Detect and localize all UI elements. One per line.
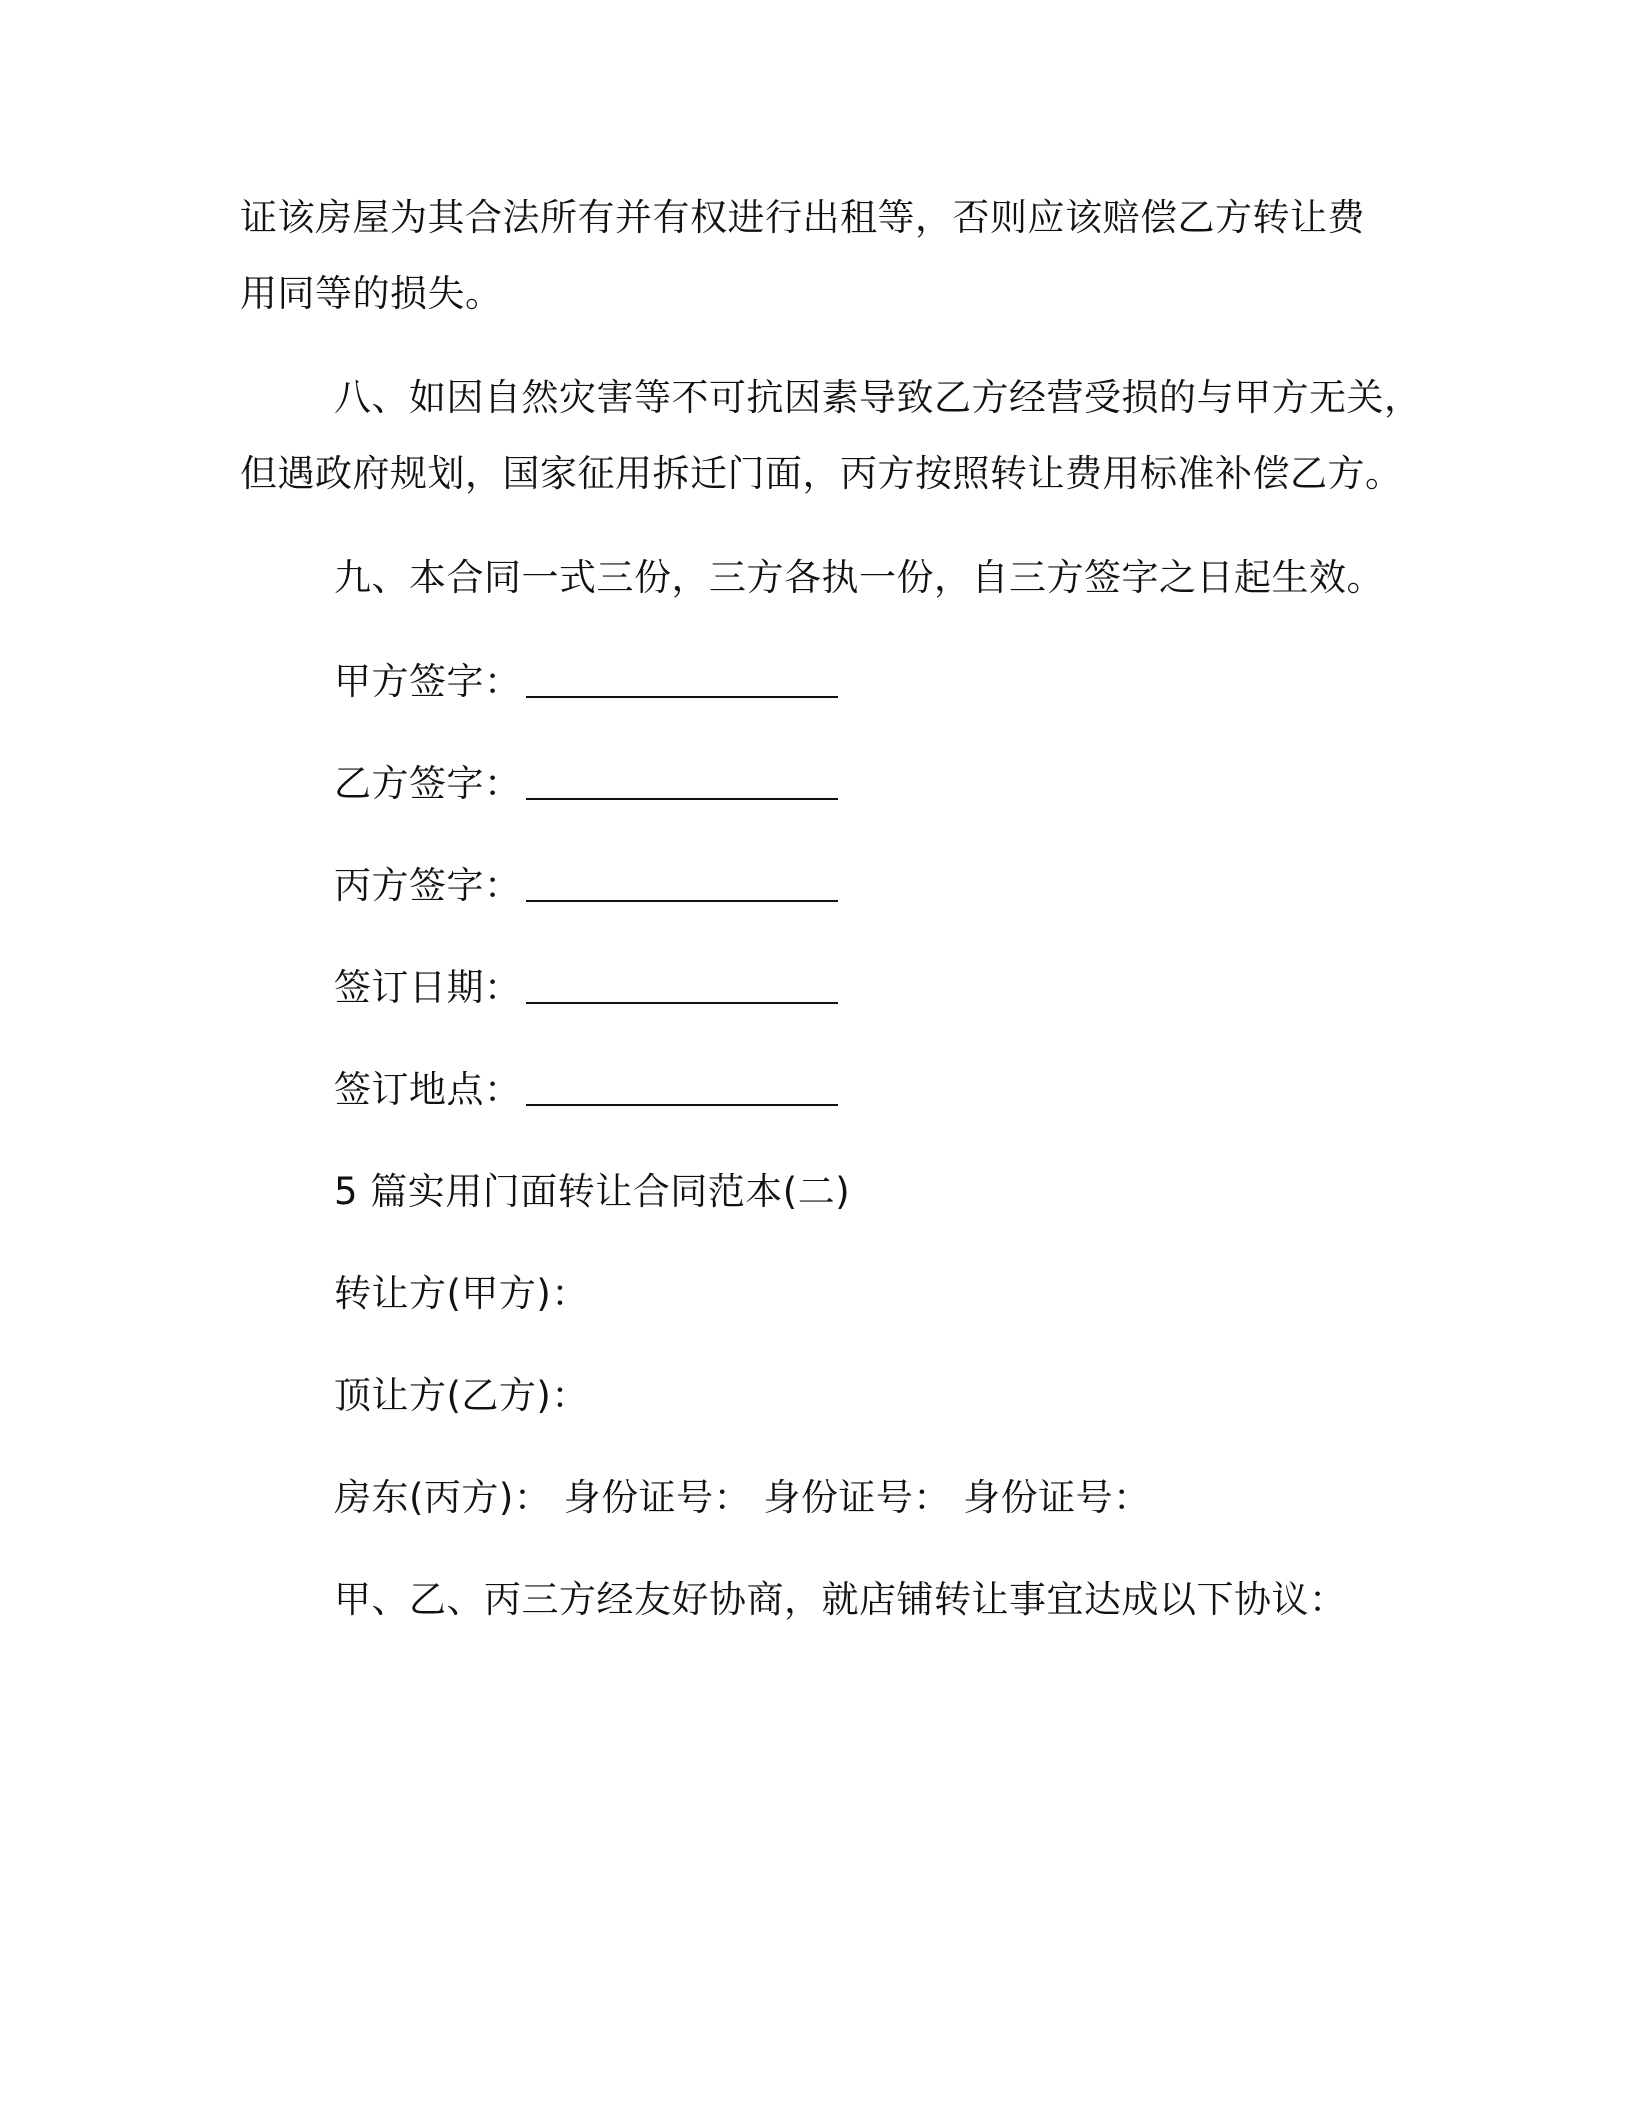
signature-row-date [334, 964, 838, 1012]
landlord-line: 房东(丙方)： 身份证号： 身份证号： 身份证号： [334, 1476, 1151, 1519]
signature-blank-line [526, 1002, 838, 1004]
clause-9: 九、本合同一式三份，三方各执一份，自三方签字之日起生效。 [334, 556, 1384, 599]
clause-8-line-1: 八、如因自然灾害等不可抗因素导致乙方经营受损的与甲方无关， [334, 376, 1422, 419]
clause-7-continuation-line-1: 证该房屋为其合法所有并有权进行出租等，否则应该赔偿乙方转让费 [240, 196, 1365, 239]
signature-label: 甲方签字： [334, 660, 522, 703]
transferor-line: 转让方(甲方)： [334, 1272, 589, 1315]
signature-blank-line [526, 1104, 838, 1106]
signature-row-place [334, 1066, 838, 1114]
signature-label: 丙方签字： [334, 864, 522, 907]
clause-7-continuation-line-2: 用同等的损失。 [240, 272, 503, 315]
second-contract-title: 5 篇实用门面转让合同范本(二) [334, 1170, 851, 1213]
signature-blank-line [526, 798, 838, 800]
signature-blank-line [526, 900, 838, 902]
signature-label: 乙方签字： [334, 762, 522, 805]
transferee-line: 顶让方(乙方)： [334, 1374, 589, 1417]
clause-8-line-2: 但遇政府规划，国家征用拆迁门面，丙方按照转让费用标准补偿乙方。 [240, 452, 1403, 495]
agreement-intro: 甲、乙、丙三方经友好协商，就店铺转让事宜达成以下协议： [334, 1578, 1347, 1621]
signature-row-party-b [334, 760, 838, 808]
signature-row-party-a [334, 658, 838, 706]
signature-label: 签订地点： [334, 1068, 522, 1111]
signature-blank-line [526, 696, 838, 698]
signature-label: 签订日期： [334, 966, 522, 1009]
signature-row-party-c [334, 862, 838, 910]
